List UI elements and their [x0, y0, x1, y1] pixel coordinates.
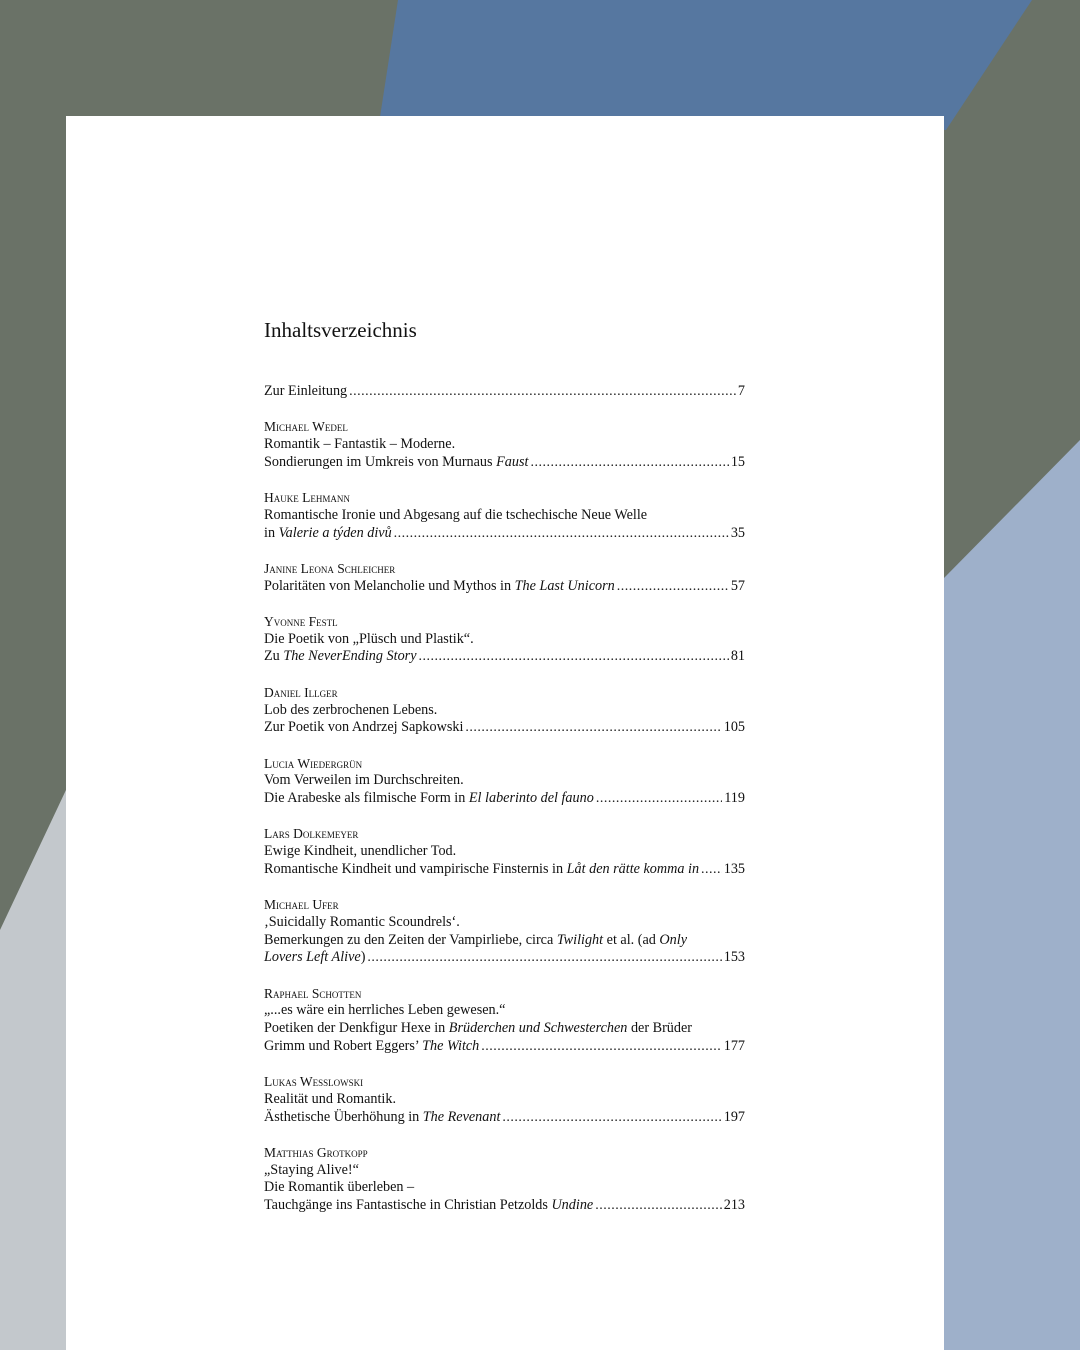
- entry-film-title: The Revenant: [422, 1108, 501, 1125]
- dot-leader: [481, 1038, 721, 1056]
- entry-text: Sondierungen im Umkreis von Murnaus: [264, 453, 497, 470]
- toc-entry: [264, 489, 745, 542]
- dot-leader: [465, 719, 721, 737]
- entry-film-title: Twilight: [556, 931, 604, 948]
- dot-leader: [502, 1109, 721, 1127]
- entry-text: Zu: [264, 648, 284, 665]
- entry-subtitle-line: [264, 1020, 745, 1038]
- toc-line: [264, 1109, 745, 1127]
- entry-title-line: „...es wäre ein herrliches Leben gewesen.“: [264, 1002, 506, 1019]
- table-of-contents: [264, 318, 745, 1233]
- entry-author: Lucia Wiedergrün: [264, 755, 363, 771]
- toc-entry: [264, 560, 745, 595]
- toc-entry: [264, 825, 745, 878]
- toc-line: [264, 578, 745, 596]
- entry-text: Bemerkungen zu den Zeiten der Vampirliebe, circa: [264, 931, 557, 948]
- entry-text: Ästhetische Überhöhung in: [264, 1108, 423, 1125]
- entry-author: Janine Leona Schleicher: [264, 560, 396, 576]
- dot-leader: [701, 861, 722, 879]
- toc-entry: [264, 684, 745, 737]
- entry-film-title: Undine: [551, 1197, 594, 1214]
- toc-line: [264, 383, 745, 401]
- entry-last-line: [264, 454, 528, 472]
- entry-author: Michael Ufer: [264, 897, 339, 913]
- entry-author: Matthias Grotkopp: [264, 1145, 368, 1161]
- page-number: 81: [730, 648, 745, 665]
- entry-last-line: [264, 861, 699, 879]
- entry-text: ): [360, 949, 366, 966]
- toc-entry: [264, 896, 745, 967]
- entry-title-line: „Staying Alive!“: [264, 1161, 359, 1178]
- toc-line: [264, 1197, 745, 1215]
- entry-title-line: Ewige Kindheit, unendlicher Tod.: [264, 843, 457, 860]
- toc-title: Inhaltsverzeichnis: [264, 318, 417, 342]
- entry-film-title: The Witch: [422, 1037, 480, 1054]
- page-number: 197: [723, 1108, 745, 1125]
- entry-film-title: Valerie a týden divů: [278, 524, 392, 541]
- page-number: 35: [730, 524, 745, 541]
- toc-entry: [264, 613, 745, 666]
- toc-line: [264, 790, 745, 808]
- entry-last-line: [264, 1038, 479, 1056]
- entry-subtitle-line: [264, 932, 745, 950]
- entry-last-line: [264, 949, 365, 967]
- page-number: 135: [723, 860, 745, 877]
- toc-line: [264, 719, 745, 737]
- entry-text: Die Arabeske als filmische Form in: [264, 790, 469, 807]
- toc-entry-intro: [264, 383, 745, 401]
- entry-title-line: Lob des zerbrochenen Lebens.: [264, 701, 438, 718]
- dot-leader: [595, 1197, 722, 1215]
- toc-entry: [264, 418, 745, 471]
- dot-leader: [596, 790, 722, 808]
- toc-entry: [264, 755, 745, 808]
- entry-title-line: Die Poetik von „Plüsch und Plastik“.: [264, 630, 474, 647]
- entry-film-title: Faust: [496, 453, 529, 470]
- toc-line: [264, 861, 745, 879]
- dot-leader: [349, 383, 736, 401]
- entry-film-title: Only: [659, 931, 688, 948]
- dot-leader: [419, 648, 729, 666]
- dot-leader: [617, 578, 729, 596]
- entry-text: in: [264, 524, 279, 541]
- toc-line: [264, 648, 745, 666]
- entry-text: Poetiken der Denkfigur Hexe in: [264, 1020, 449, 1037]
- entry-title-line: Vom Verweilen im Durchschreiten.: [264, 772, 464, 789]
- dot-leader: [394, 525, 729, 543]
- entry-film-title: Lovers Left Alive: [264, 949, 361, 966]
- entry-last-line: [264, 648, 417, 666]
- page-number: 119: [724, 790, 745, 807]
- entry-film-title: Brüderchen und Schwesterchen: [448, 1020, 628, 1037]
- entry-author: Michael Wedel: [264, 419, 348, 435]
- toc-entries: [264, 418, 745, 1214]
- page-number: 177: [723, 1037, 745, 1054]
- page-number: 213: [723, 1197, 745, 1214]
- entry-film-title: The Last Unicorn: [514, 577, 615, 594]
- toc-line: [264, 454, 745, 472]
- page-number: 15: [730, 453, 745, 470]
- entry-title-line: Romantik – Fantastik – Moderne.: [264, 436, 456, 453]
- entry-title: Zur Einleitung: [264, 383, 348, 399]
- entry-author: Raphael Schotten: [264, 985, 362, 1001]
- page-number: 57: [730, 577, 745, 594]
- toc-entry: [264, 1073, 745, 1126]
- entry-author: Yvonne Festl: [264, 614, 338, 630]
- entry-text: der Brüder: [627, 1020, 692, 1037]
- toc-line: [264, 525, 745, 543]
- page-number: 105: [723, 719, 745, 736]
- page-number: 7: [737, 383, 745, 399]
- document-page: [66, 116, 944, 1350]
- entry-text: et al. (ad: [603, 931, 660, 948]
- entry-text: Romantische Kindheit und vampirische Finsternis in: [264, 860, 567, 877]
- entry-author: Lars Dolkemeyer: [264, 826, 359, 842]
- entry-title-line: Romantische Ironie und Abgesang auf die tschechische Neue Welle: [264, 506, 648, 523]
- dot-leader: [530, 454, 728, 472]
- entry-last-line: [264, 790, 594, 808]
- toc-entry: [264, 985, 745, 1056]
- background-light-blue-shape: [944, 440, 1080, 1350]
- entry-title-line: Realität und Romantik.: [264, 1090, 397, 1107]
- entry-film-title: The NeverEnding Story: [283, 648, 417, 665]
- entry-text: Tauchgänge ins Fantastische in Christian Petzolds: [264, 1197, 552, 1214]
- toc-line: [264, 1038, 745, 1056]
- entry-author: Daniel Illger: [264, 684, 338, 700]
- entry-title-line: Die Romantik überleben –: [264, 1179, 415, 1196]
- entry-text: Zur Poetik von Andrzej Sapkowski: [264, 719, 464, 736]
- entry-title-line: ‚Suicidally Romantic Scoundrels‘.: [264, 913, 460, 930]
- entry-last-line: [264, 578, 615, 596]
- entry-text: Grimm und Robert Eggers’: [264, 1037, 423, 1054]
- entry-film-title: Låt den rätte komma in: [566, 860, 700, 877]
- entry-author: Hauke Lehmann: [264, 490, 350, 506]
- entry-author: Lukas Wesslowski: [264, 1074, 364, 1090]
- entry-last-line: [264, 719, 463, 737]
- entry-last-line: [264, 1109, 500, 1127]
- entry-last-line: [264, 525, 392, 543]
- background-blue-shape: [378, 0, 1032, 130]
- page-number: 153: [723, 949, 745, 966]
- toc-line: [264, 949, 745, 967]
- entry-film-title: El laberinto del fauno: [468, 790, 594, 807]
- toc-entry: [264, 1144, 745, 1215]
- entry-text: Polaritäten von Melancholie und Mythos in: [264, 577, 515, 594]
- dot-leader: [367, 949, 721, 967]
- entry-last-line: [264, 1197, 593, 1215]
